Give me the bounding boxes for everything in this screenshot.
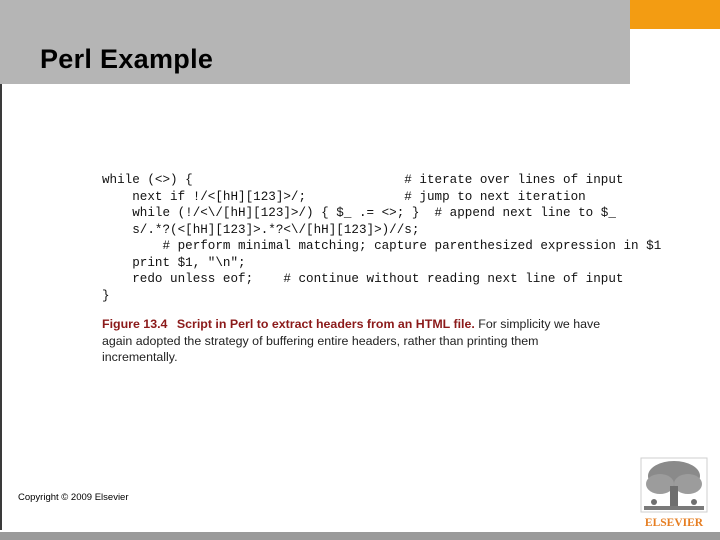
tree-icon (644, 461, 704, 510)
slide-title: Perl Example (40, 44, 214, 74)
copyright-text: Copyright © 2009 Elsevier (18, 492, 129, 503)
bottom-bar (0, 532, 720, 540)
code-line: # perform minimal matching; capture parenthesized expression in $1 (102, 239, 662, 253)
code-block (102, 172, 661, 304)
code-line: next if !/<[hH][123]>/; # jump to next iteration (102, 189, 586, 204)
figure-title: Script in Perl to extract headers from an HTML file. (176, 317, 475, 331)
code-line: s/.*?(<[hH][123]>.*?<\/[hH][123]>)//s; (102, 222, 420, 237)
figure-caption (102, 316, 617, 366)
code-line: redo unless eof; # continue without reading next line of input (102, 272, 624, 286)
code-line: print $1, "\n"; (102, 255, 246, 270)
code-line: while (<>) { # iterate over lines of input (102, 173, 624, 187)
left-rule (0, 84, 2, 530)
logo-text: ELSEVIER (644, 517, 704, 529)
code-line: while (!/<\/[hH][123]>/) { $_ .= <>; } # append next line to $_ (102, 206, 616, 220)
code-line: } (102, 288, 110, 303)
figure-text: For simplicity we have again adopted the strategy of buffering entire headers, rather than printing them incrementally. (102, 317, 601, 364)
accent-block (630, 0, 720, 29)
figure-label: Figure 13.4 (102, 317, 168, 331)
elsevier-logo (638, 456, 710, 532)
